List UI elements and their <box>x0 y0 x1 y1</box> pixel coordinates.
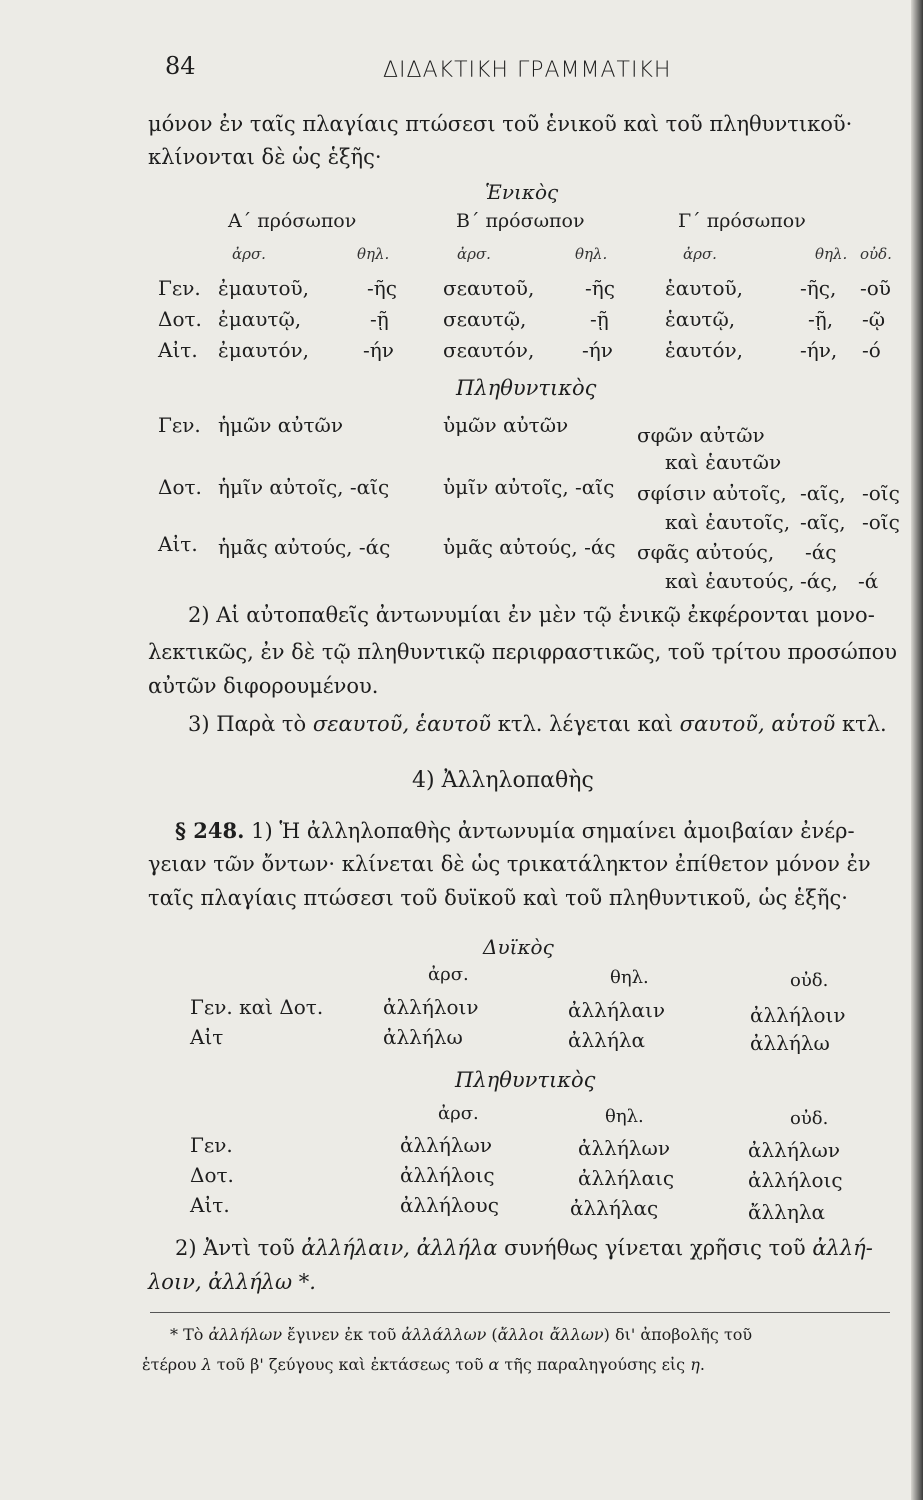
sg-acc-case: Αἰτ. <box>158 338 198 362</box>
sg-dat-b2: -ῇ <box>590 307 609 331</box>
person-b-header: Β΄ πρόσωπον <box>456 210 585 232</box>
sg-dat-b1: σεαυτῷ, <box>443 307 527 331</box>
dual-row-1-n: ἀλλήλοιν <box>750 1003 846 1027</box>
footnote-separator <box>150 1312 890 1313</box>
note2-line-3: αὐτῶν διφορουμένου. <box>148 674 379 698</box>
section4-title: 4) Ἀλληλοπαθὴς <box>412 768 594 793</box>
sg-gen-b1: σεαυτοῦ, <box>443 276 535 300</box>
sg-acc-a1: ἐμαυτόν, <box>218 338 310 362</box>
footnote-2g: . <box>699 1355 705 1374</box>
sg-acc-c1: ἑαυτόν, <box>665 338 744 362</box>
pl-acc-c-f: -άς <box>805 540 837 564</box>
footnote-2e: τῆς παραληγούσης εἰς <box>499 1355 691 1374</box>
pl-acc-a: ἡμᾶς αὐτούς, -άς <box>218 535 391 559</box>
sg-acc-b2: -ήν <box>582 338 613 362</box>
pl-acc-c: σφᾶς αὐτούς, <box>637 540 775 564</box>
pl-dat-c2-f: -αῖς, <box>800 510 846 534</box>
plural2-row-2-case: Δοτ. <box>190 1163 234 1187</box>
note3-b: σεαυτοῦ, ἑαυτοῦ <box>312 712 492 736</box>
plural2-h-thil: θηλ. <box>605 1106 644 1127</box>
intro-line-1: μόνον ἐν ταῖς πλαγίαις πτώσεσι τοῦ ἑνικοῦ καὶ τοῦ πληθυντικοῦ· <box>148 112 853 136</box>
footnote-line-2 <box>142 1355 705 1374</box>
final-note-c: συνήθως γίνεται χρῆσις τοῦ <box>497 1236 813 1260</box>
intro-line-2: κλίνονται δὲ ὡς ἑξῆς· <box>148 145 382 169</box>
person-c-header: Γ΄ πρόσωπον <box>678 210 806 232</box>
sg-gen-b2: -ῆς <box>585 276 615 300</box>
note2-line-1: 2) Αἱ αὐτοπαθεῖς ἀντωνυμίαι ἐν μὲν τῷ ἑνικῷ ἐκφέρονται μονο- <box>188 603 875 627</box>
plural2-row-2-m: ἀλλήλοις <box>400 1163 495 1187</box>
plural2-row-3-m: ἀλλήλους <box>400 1193 499 1217</box>
footnote-1g: ) δι' ἀποβολῆς τοῦ <box>603 1325 753 1344</box>
footnote-1f: ἄλλοι ἄλλων <box>497 1325 604 1344</box>
dual-row-2-f: ἀλλήλα <box>568 1028 646 1052</box>
final-note-d: ἀλλή- <box>812 1236 873 1260</box>
footnote-line-1 <box>170 1325 752 1344</box>
sub-a-thil: θηλ. <box>357 245 390 263</box>
plural-heading: Πληθυντικὸς <box>456 376 597 400</box>
person-a-header: Α΄ πρόσωπον <box>228 210 357 232</box>
pl-acc-c2-n: -ά <box>858 569 879 593</box>
footnote-1b: ἀλλήλων <box>208 1325 283 1344</box>
sg-acc-c3: -ό <box>862 338 881 362</box>
sub-a-ars: ἀρσ. <box>232 245 266 263</box>
footnote-1a: * Τὸ <box>170 1325 209 1344</box>
note3-a: 3) Παρὰ τὸ <box>188 712 313 736</box>
sub-c-oud: οὐδ. <box>860 245 892 263</box>
pl-dat-b: ὑμῖν αὐτοῖς, -αῖς <box>443 475 615 499</box>
footnote-2a: ἑτέρου <box>142 1355 202 1374</box>
plural2-heading: Πληθυντικὸς <box>455 1068 596 1092</box>
pl-gen-c2: καὶ ἑαυτῶν <box>665 450 782 474</box>
plural2-row-1-f: ἀλλήλων <box>578 1136 670 1160</box>
running-title: ΔΙΔΑΚΤΙΚΗ ΓΡΑΜΜΑΤΙΚΗ <box>383 58 672 83</box>
footnote-1d: ἀλλάλλων <box>401 1325 487 1344</box>
sg-dat-a1: ἐμαυτῷ, <box>218 307 302 331</box>
note3-e: κτλ. <box>835 712 887 736</box>
pl-acc-case: Αἰτ. <box>158 532 198 556</box>
sub-c-thil: θηλ. <box>815 245 848 263</box>
plural2-row-1-n: ἀλλήλων <box>748 1138 840 1162</box>
note3-c: κτλ. λέγεται καὶ <box>491 712 680 736</box>
para248-line-2: γειαν τῶν ὄντων· κλίνεται δὲ ὡς τρικατάληκτον ἐπίθετον μόνον ἐν <box>148 852 871 876</box>
note2-line-2: λεκτικῶς, ἐν δὲ τῷ πληθυντικῷ περιφραστικῶς, τοῦ τρίτου προσώπου <box>148 640 897 664</box>
page-number: 84 <box>165 52 196 80</box>
pl-acc-b: ὑμᾶς αὐτούς, -άς <box>443 535 616 559</box>
plural2-row-3-f: ἀλλήλας <box>570 1196 659 1220</box>
dual-heading: Δυϊκὸς <box>483 935 554 959</box>
dual-row-1-case: Γεν. καὶ Δοτ. <box>190 995 324 1019</box>
pl-gen-a: ἡμῶν αὐτῶν <box>218 413 343 437</box>
dual-row-2-m: ἀλλήλω <box>383 1025 463 1049</box>
sg-dat-a2: -ῇ <box>370 307 389 331</box>
sg-gen-c3: -οῦ <box>860 276 891 300</box>
para248-line-1-text: 1) Ἡ ἀλληλοπαθὴς ἀντωνυμία σημαίνει ἀμοιβαίαν ἐνέρ- <box>244 819 855 843</box>
final-note-b: ἀλλήλαιν, ἀλλήλα <box>301 1236 498 1260</box>
para248-line-3: ταῖς πλαγίαις πτώσεσι τοῦ δυϊκοῦ καὶ τοῦ πληθυντικοῦ, ὡς ἑξῆς· <box>148 886 848 910</box>
sg-dat-c1: ἑαυτῷ, <box>665 307 736 331</box>
sg-gen-a1: ἐμαυτοῦ, <box>218 276 310 300</box>
final-note-line-1 <box>175 1236 873 1260</box>
sg-dat-case: Δοτ. <box>158 307 202 331</box>
note3-d: σαυτοῦ, αὑτοῦ <box>679 712 836 736</box>
pl-acc-c2: καὶ ἑαυτούς, <box>665 569 795 593</box>
pl-gen-b: ὑμῶν αὐτῶν <box>443 413 569 437</box>
plural2-row-3-case: Αἰτ. <box>190 1193 230 1217</box>
page-edge-shadow <box>911 0 923 1500</box>
sub-c-ars: ἀρσ. <box>683 245 717 263</box>
pl-dat-c-f: -αῖς, <box>800 481 846 505</box>
dual-row-2-case: Αἰτ <box>190 1025 224 1049</box>
para248-line-1 <box>175 818 855 843</box>
footnote-1e: ( <box>486 1325 498 1344</box>
sg-gen-case: Γεν. <box>158 276 201 300</box>
plural2-row-2-n: ἀλλήλοις <box>748 1168 843 1192</box>
sg-gen-c1: ἑαυτοῦ, <box>665 276 744 300</box>
final-note-line-2: λοιν, ἀλλήλω *. <box>148 1270 316 1294</box>
plural2-row-1-m: ἀλλήλων <box>400 1133 492 1157</box>
pl-gen-c: σφῶν αὐτῶν <box>637 423 765 447</box>
dual-h-thil: θηλ. <box>610 967 649 988</box>
para248-mark: § 248. <box>175 818 245 843</box>
plural2-row-3-n: ἄλληλα <box>748 1200 826 1224</box>
pl-dat-c: σφίσιν αὐτοῖς, <box>637 481 787 505</box>
sg-acc-a2: -ήν <box>363 338 394 362</box>
dual-row-2-n: ἀλλήλω <box>750 1031 830 1055</box>
footnote-2f: η <box>690 1355 700 1374</box>
sg-gen-c2: -ῆς, <box>800 276 837 300</box>
footnote-2c: τοῦ β' ζεύγους καὶ ἐκτάσεως τοῦ <box>211 1355 489 1374</box>
pl-acc-c2-f: -άς, <box>800 569 838 593</box>
pl-dat-a: ἡμῖν αὐτοῖς, -αῖς <box>218 475 390 499</box>
pl-dat-c2-n: -οῖς <box>862 510 900 534</box>
sg-dat-c2: -ῇ, <box>808 307 834 331</box>
plural2-h-oud: οὐδ. <box>790 1108 829 1129</box>
pl-gen-case: Γεν. <box>158 413 201 437</box>
sg-gen-a2: -ῆς <box>367 276 397 300</box>
plural2-h-ars: ἀρσ. <box>438 1103 479 1124</box>
footnote-1c: ἔγινεν ἐκ τοῦ <box>282 1325 402 1344</box>
dual-h-ars: ἀρσ. <box>428 964 469 985</box>
pl-dat-c2: καὶ ἑαυτοῖς, <box>665 510 791 534</box>
note3 <box>188 712 887 736</box>
footnote-2b: λ <box>201 1355 212 1374</box>
dual-row-1-f: ἀλλήλαιν <box>568 998 666 1022</box>
sg-dat-c3: -ῷ <box>862 307 886 331</box>
sg-acc-c2: -ήν, <box>800 338 838 362</box>
singular-heading: Ἑνικὸς <box>485 180 559 204</box>
sub-b-ars: ἀρσ. <box>457 245 491 263</box>
pl-dat-case: Δοτ. <box>158 475 202 499</box>
plural2-row-1-case: Γεν. <box>190 1133 233 1157</box>
dual-row-1-m: ἀλλήλοιν <box>383 995 479 1019</box>
dual-h-oud: οὐδ. <box>790 970 829 991</box>
sub-b-thil: θηλ. <box>575 245 608 263</box>
pl-dat-c-n: -οῖς <box>862 481 900 505</box>
sg-acc-b1: σεαυτόν, <box>443 338 535 362</box>
final-note-a: 2) Ἀντὶ τοῦ <box>175 1236 302 1260</box>
plural2-row-2-f: ἀλλήλαις <box>578 1166 675 1190</box>
footnote-2d: α <box>488 1355 500 1374</box>
